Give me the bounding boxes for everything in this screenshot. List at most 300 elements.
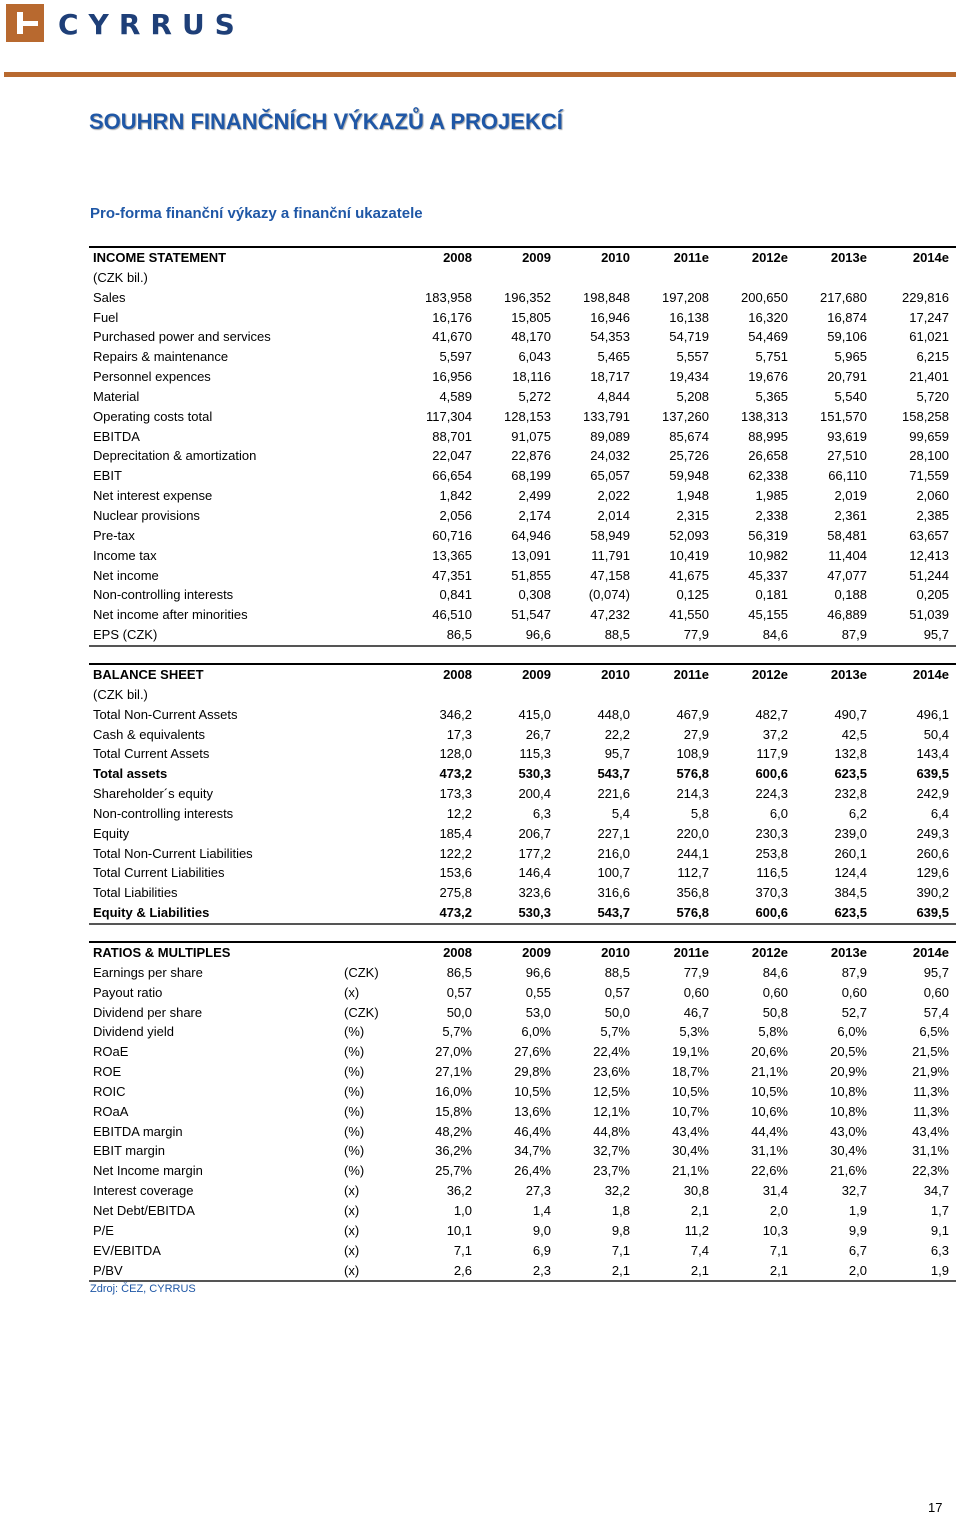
cell-value: 229,816: [902, 289, 949, 305]
cell-value: 0,188: [834, 587, 867, 603]
table-header-row: [89, 664, 956, 685]
table-row: [89, 764, 956, 784]
table-row: [89, 824, 956, 844]
table-row: [89, 466, 956, 486]
cell-value: 54,719: [669, 329, 709, 345]
cell-value: 623,5: [795, 903, 874, 924]
cell-value: 30,8: [683, 1183, 709, 1199]
row-label: Nuclear provisions: [93, 507, 200, 523]
cell-value: 44,8%: [593, 1123, 630, 1139]
cell-value: 22,6%: [751, 1163, 788, 1179]
cell-value: 95,7: [604, 746, 630, 762]
table-row: [89, 1022, 956, 1042]
cell-value: 5,7%: [442, 1024, 472, 1040]
year-header: 2010: [558, 247, 637, 268]
cell-value: 200,650: [741, 289, 788, 305]
cell-value: 2,385: [916, 507, 949, 523]
cell-value: 65,057: [590, 468, 630, 484]
cell-value: 27,510: [827, 448, 867, 464]
cell-value: 117,9: [756, 746, 788, 762]
cell-value: 12,413: [909, 547, 949, 563]
cell-value: 530,3: [518, 766, 551, 782]
table-row: [89, 1161, 956, 1181]
cell-value: 22,3%: [912, 1163, 949, 1179]
cell-value: 7,1: [769, 1242, 788, 1258]
cell-value: 2,499: [518, 488, 551, 504]
cell-value: 108,9: [676, 746, 709, 762]
cell-value: 0,841: [439, 587, 472, 603]
row-label: Material: [93, 388, 140, 404]
table-row: [89, 1003, 956, 1023]
cell-value: 51,039: [909, 607, 949, 623]
cell-value: 5,751: [755, 349, 788, 365]
year-header: 2014e: [874, 664, 956, 685]
cell-value: 6,7: [848, 1242, 867, 1258]
table-header-row: [89, 247, 956, 268]
cell-value: 46,7: [683, 1004, 709, 1020]
cell-value: 59,106: [827, 329, 867, 345]
cell-value: 146,4: [518, 865, 551, 881]
cell-value: 15,805: [511, 309, 551, 325]
cell-value: 2,056: [439, 507, 472, 523]
table-row: [89, 407, 956, 427]
cell-value: 20,5%: [830, 1044, 867, 1060]
cell-value: 467,9: [676, 706, 709, 722]
cell-value: 543,7: [597, 766, 630, 782]
cell-value: 62,338: [748, 468, 788, 484]
cell-value: 16,946: [590, 309, 630, 325]
cell-value: 153,6: [439, 865, 472, 881]
table-row: [89, 1062, 956, 1082]
cell-value: 4,589: [439, 388, 472, 404]
cell-value: 54,469: [748, 329, 788, 345]
row-label: Payout ratio: [93, 984, 163, 1000]
table-row: [89, 1082, 956, 1102]
cell-value: 6,5%: [919, 1024, 949, 1040]
cell-value: 52,7: [841, 1004, 867, 1020]
row-label: Operating costs total: [93, 408, 213, 424]
cell-value: 122,2: [439, 845, 472, 861]
income-statement-heading: INCOME STATEMENT: [89, 247, 400, 268]
table-row: [89, 506, 956, 526]
cell-value: 543,7: [558, 903, 637, 924]
cell-value: 15,8%: [435, 1103, 472, 1119]
cell-value: 10,5%: [751, 1083, 788, 1099]
row-unit: (%): [344, 1103, 365, 1119]
cell-value: 224,3: [755, 786, 788, 802]
cell-value: 473,2: [400, 903, 479, 924]
cell-value: 5,465: [597, 349, 630, 365]
cell-value: 53,0: [525, 1004, 551, 1020]
cell-value: 197,208: [662, 289, 709, 305]
cell-value: 0,60: [841, 984, 867, 1000]
cell-value: 22,876: [511, 448, 551, 464]
year-header: 2008: [400, 247, 479, 268]
cell-value: 1,948: [676, 488, 709, 504]
table-row: [89, 844, 956, 864]
cell-value: 5,4: [611, 805, 630, 821]
cell-value: 384,5: [834, 885, 867, 901]
year-header: 2013e: [795, 247, 874, 268]
cell-value: 206,7: [518, 825, 551, 841]
cell-value: 22,047: [432, 448, 472, 464]
cell-value: 43,0%: [830, 1123, 867, 1139]
cell-value: 48,170: [511, 329, 551, 345]
cell-value: 51,244: [909, 567, 949, 583]
cell-value: 18,717: [590, 369, 630, 385]
cell-value: 25,7%: [435, 1163, 472, 1179]
cell-value: 25,726: [669, 448, 709, 464]
table-row: [89, 387, 956, 407]
row-unit: (x): [344, 1222, 360, 1238]
cell-value: 6,0%: [521, 1024, 551, 1040]
cell-value: 2,060: [916, 488, 949, 504]
cell-value: 30,4%: [830, 1143, 867, 1159]
cell-value: 112,7: [677, 865, 709, 881]
cell-value: 249,3: [916, 825, 949, 841]
table-row: [89, 367, 956, 387]
cell-value: 143,4: [916, 746, 949, 762]
table-row: [89, 1042, 956, 1062]
cell-value: 0,57: [604, 984, 630, 1000]
cell-value: 5,8: [690, 805, 709, 821]
row-label: P/E: [93, 1222, 114, 1238]
cell-value: 22,4%: [593, 1044, 630, 1060]
header-divider: [4, 72, 956, 77]
cell-value: 230,3: [755, 825, 788, 841]
cell-value: 214,3: [676, 786, 709, 802]
row-label: Net interest expense: [93, 488, 213, 504]
cell-value: 21,1%: [672, 1163, 709, 1179]
cell-value: 5,597: [439, 349, 472, 365]
table-header-row: [89, 942, 956, 963]
cell-value: 9,1: [930, 1222, 949, 1238]
row-label: Sales: [93, 289, 126, 305]
cell-value: 10,5%: [672, 1083, 709, 1099]
cell-value: 6,2: [848, 805, 867, 821]
cell-value: 93,619: [827, 428, 867, 444]
unit-label: (CZK bil.): [93, 686, 148, 702]
cell-value: 11,791: [591, 547, 630, 563]
cell-value: 22,2: [604, 726, 630, 742]
cell-value: 316,6: [597, 885, 630, 901]
row-label: EBITDA margin: [93, 1123, 183, 1139]
cell-value: 216,0: [597, 845, 630, 861]
cell-value: 20,6%: [751, 1044, 788, 1060]
cell-value: 448,0: [597, 706, 630, 722]
cell-value: 132,8: [834, 746, 867, 762]
unit-label: (CZK bil.): [93, 269, 148, 285]
cell-value: 9,0: [532, 1222, 551, 1238]
cell-value: 45,155: [748, 607, 788, 623]
table-row: [89, 486, 956, 506]
year-header: 2011e: [637, 664, 716, 685]
cell-value: 89,089: [590, 428, 630, 444]
cell-value: 10,6%: [751, 1103, 788, 1119]
row-label: EV/EBITDA: [93, 1242, 161, 1258]
row-unit: (x): [344, 984, 360, 1000]
cell-value: 17,247: [909, 309, 949, 325]
cell-value: 16,320: [748, 309, 788, 325]
table-row: [89, 804, 956, 824]
cell-value: 0,308: [518, 587, 551, 603]
cell-value: 96,6: [479, 625, 558, 646]
cell-value: 10,1: [446, 1222, 472, 1238]
cell-value: 482,7: [755, 706, 788, 722]
cell-value: 32,2: [604, 1183, 630, 1199]
cell-value: 61,021: [909, 329, 949, 345]
row-label: Purchased power and services: [93, 329, 271, 345]
table-row: [89, 744, 956, 764]
cell-value: 71,559: [909, 468, 949, 484]
year-header: 2008: [400, 942, 479, 963]
cell-value: 158,258: [902, 408, 949, 424]
cell-value: 34,7%: [514, 1143, 551, 1159]
cell-value: 19,676: [748, 369, 788, 385]
row-unit: (CZK): [344, 964, 379, 980]
cell-value: 6,4: [930, 805, 949, 821]
row-label: Equity & Liabilities: [89, 903, 400, 924]
row-label: Net Income margin: [93, 1163, 203, 1179]
cell-value: 13,091: [511, 547, 551, 563]
cell-value: 41,675: [669, 567, 709, 583]
cell-value: 66,110: [828, 468, 867, 484]
cell-value: 124,4: [834, 865, 867, 881]
cell-value: 1,7: [930, 1202, 949, 1218]
cell-value: 57,4: [923, 1004, 949, 1020]
cell-value: 390,2: [916, 885, 949, 901]
cell-value: 58,949: [590, 527, 630, 543]
cell-value: 88,5: [558, 625, 637, 646]
year-header: 2009: [479, 942, 558, 963]
section-subtitle: Pro-forma finanční výkazy a finanční ukazatele: [90, 205, 423, 222]
cell-value: 623,5: [834, 766, 867, 782]
cell-value: 200,4: [518, 786, 551, 802]
cell-value: 576,8: [676, 766, 709, 782]
cell-value: 86,5: [446, 964, 472, 980]
cell-value: 5,272: [518, 388, 551, 404]
cell-value: 77,9: [683, 964, 709, 980]
cell-value: 96,6: [525, 964, 551, 980]
table-row: [89, 288, 956, 308]
cell-value: 84,6: [716, 625, 795, 646]
cell-value: 85,674: [669, 428, 709, 444]
row-label: ROIC: [93, 1083, 126, 1099]
cell-value: 23,7%: [593, 1163, 630, 1179]
cell-value: 177,2: [518, 845, 551, 861]
cell-value: 117,304: [425, 408, 472, 424]
cell-value: 183,958: [425, 289, 472, 305]
cell-value: 7,1: [611, 1242, 630, 1258]
cell-value: 56,319: [748, 527, 788, 543]
cell-value: 5,208: [676, 388, 709, 404]
cell-value: 43,4%: [912, 1123, 949, 1139]
cell-value: 44,4%: [751, 1123, 788, 1139]
cell-value: 34,7: [923, 1183, 949, 1199]
cell-value: 45,337: [748, 567, 788, 583]
cell-value: 12,5%: [593, 1083, 630, 1099]
cell-value: 138,313: [741, 408, 788, 424]
cell-value: 27,9: [683, 726, 709, 742]
year-header: 2012e: [716, 247, 795, 268]
cell-value: 0,55: [525, 984, 551, 1000]
cell-value: 5,3%: [679, 1024, 709, 1040]
cell-value: 47,077: [827, 567, 867, 583]
cell-value: 19,1%: [672, 1044, 709, 1060]
table-row: [89, 308, 956, 328]
cell-value: 19,434: [669, 369, 709, 385]
cell-value: 42,5: [841, 726, 867, 742]
row-unit: (%): [344, 1064, 365, 1080]
row-label: Cash & equivalents: [93, 726, 206, 742]
row-label: ROaA: [93, 1103, 129, 1119]
cell-value: 95,7: [874, 625, 956, 646]
cell-value: 576,8: [637, 903, 716, 924]
table-row: [89, 983, 956, 1003]
cell-value: 21,1%: [751, 1064, 788, 1080]
cell-value: 1,985: [755, 488, 788, 504]
cell-value: 0,125: [676, 587, 709, 603]
cell-value: 356,8: [676, 885, 709, 901]
cell-value: 58,481: [827, 527, 867, 543]
cell-value: 6,0: [769, 805, 788, 821]
cell-value: 77,9: [637, 625, 716, 646]
cell-value: 16,138: [669, 309, 709, 325]
cell-value: 26,4%: [514, 1163, 551, 1179]
cell-value: 51,547: [511, 607, 551, 623]
table-row: [89, 963, 956, 983]
row-label: Fuel: [93, 309, 119, 325]
table-row: [89, 1122, 956, 1142]
cell-value: 84,6: [762, 964, 788, 980]
cell-value: 16,874: [827, 309, 867, 325]
cell-value: 99,659: [909, 428, 949, 444]
table-row: [89, 446, 956, 466]
cell-value: 5,965: [834, 349, 867, 365]
table-row: [89, 883, 956, 903]
row-label: Shareholder´s equity: [93, 786, 213, 802]
row-label: EBIT: [93, 468, 122, 484]
year-header: 2014e: [874, 942, 956, 963]
cell-value: 0,181: [755, 587, 788, 603]
cell-value: 217,680: [820, 289, 867, 305]
cell-value: 639,5: [916, 766, 949, 782]
year-header: 2014e: [874, 247, 956, 268]
cell-value: 639,5: [874, 903, 956, 924]
cell-value: (0,074): [588, 587, 630, 603]
cell-value: 346,2: [439, 706, 472, 722]
cell-value: 6,0%: [837, 1024, 867, 1040]
cell-value: 2,1: [637, 1261, 716, 1282]
cell-value: 95,7: [923, 964, 949, 980]
cell-value: 30,4%: [672, 1143, 709, 1159]
cell-value: 13,365: [432, 547, 472, 563]
table-row: [89, 1201, 956, 1221]
cell-value: 198,848: [583, 289, 630, 305]
cell-value: 227,1: [597, 825, 630, 841]
cell-value: 0,57: [446, 984, 472, 1000]
cell-value: 151,570: [820, 408, 867, 424]
row-label: ROE: [93, 1064, 122, 1080]
row-unit: (x): [344, 1202, 360, 1218]
cell-value: 128,0: [439, 746, 472, 762]
year-header: 2012e: [716, 664, 795, 685]
row-unit: (%): [344, 1044, 365, 1060]
cell-value: 6,3: [930, 1242, 949, 1258]
cell-value: 21,401: [909, 369, 949, 385]
cell-value: 60,716: [432, 527, 472, 543]
cell-value: 26,7: [525, 726, 551, 742]
cell-value: 27,6%: [514, 1044, 551, 1060]
cell-value: 2,3: [479, 1261, 558, 1282]
cell-value: 115,3: [519, 746, 551, 762]
cell-value: 1,4: [532, 1202, 551, 1218]
cell-value: 9,8: [611, 1222, 630, 1238]
row-label: Net income: [93, 567, 159, 583]
cell-value: 253,8: [755, 845, 788, 861]
row-label: Total Non-Current Liabilities: [93, 845, 253, 861]
cell-value: 46,889: [827, 607, 867, 623]
cell-value: 64,946: [511, 527, 551, 543]
row-label: Dividend per share: [93, 1004, 203, 1020]
balance-sheet-heading: BALANCE SHEET: [89, 664, 400, 685]
cell-value: 116,5: [756, 865, 788, 881]
cell-value: 0,60: [762, 984, 788, 1000]
table-row: [89, 903, 956, 924]
year-header: 2011e: [637, 247, 716, 268]
cell-value: 6,9: [532, 1242, 551, 1258]
cell-value: 415,0: [518, 706, 551, 722]
row-label: Equity: [93, 825, 130, 841]
table-row: [89, 327, 956, 347]
unit-row: [89, 268, 956, 288]
ratios-table: [89, 941, 956, 1282]
cell-value: 12,1%: [593, 1103, 630, 1119]
cell-value: 41,670: [432, 329, 472, 345]
cell-value: 5,540: [834, 388, 867, 404]
row-label: Total assets: [93, 766, 168, 782]
table-row: [89, 1221, 956, 1241]
cell-value: 5,557: [676, 349, 709, 365]
cell-value: 21,6%: [830, 1163, 867, 1179]
source-note: Zdroj: ČEZ, CYRRUS: [90, 1283, 196, 1295]
row-unit: (x): [344, 1183, 360, 1199]
row-unit: (%): [344, 1143, 365, 1159]
row-label: Total Current Assets: [93, 746, 210, 762]
table-row: [89, 605, 956, 625]
cell-value: 5,8%: [758, 1024, 788, 1040]
cell-value: 91,075: [511, 428, 551, 444]
cell-value: 10,419: [669, 547, 709, 563]
row-unit: (%): [344, 1123, 365, 1139]
unit-row: [89, 685, 956, 705]
cell-value: 28,100: [909, 448, 949, 464]
cell-value: 24,032: [590, 448, 630, 464]
cell-value: 128,153: [504, 408, 551, 424]
cell-value: 6,215: [916, 349, 949, 365]
cell-value: 129,6: [916, 865, 949, 881]
cell-value: 2,1: [716, 1261, 795, 1282]
cell-value: 32,7: [841, 1183, 867, 1199]
cell-value: 2,315: [676, 507, 709, 523]
cell-value: 87,9: [795, 625, 874, 646]
cell-value: 20,791: [827, 369, 867, 385]
cell-value: 0,60: [683, 984, 709, 1000]
cell-value: 473,2: [439, 766, 472, 782]
cell-value: 27,3: [525, 1183, 551, 1199]
cell-value: 54,353: [590, 329, 630, 345]
cell-value: 52,093: [669, 527, 709, 543]
